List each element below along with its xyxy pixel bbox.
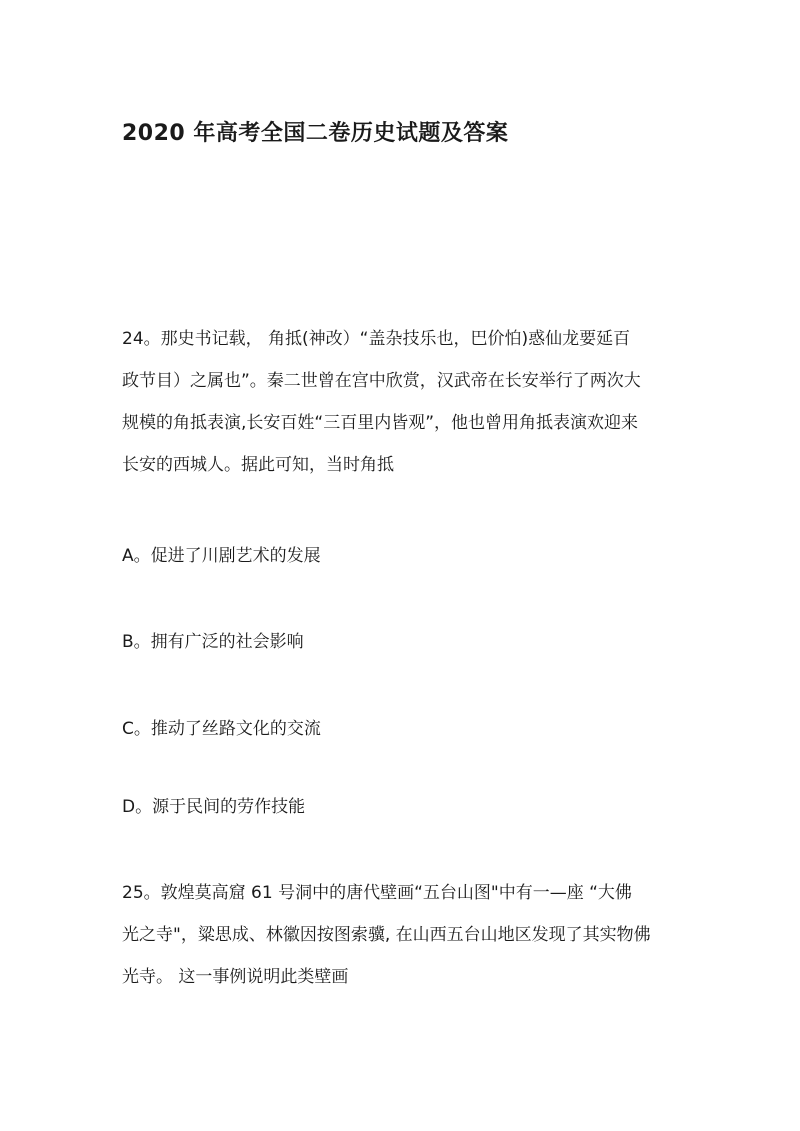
question-24-line: 规模的角抵表演,长安百姓“三百里内皆观”，他也曾用角抵表演欢迎来 (122, 413, 639, 433)
question-25-stem (122, 872, 702, 998)
question-25-line: 25。敦煌莫高窟 61 号洞中的唐代壁画“五台山图"中有一—座 “大佛 (122, 883, 632, 903)
question-25-line: 光寺。 这一事例说明此类壁画 (122, 967, 349, 987)
question-24-line: 24。那史书记载， 角抵(神改）“盖杂技乐也，巴价怕)惑仙龙要延百 (122, 329, 631, 349)
question-25-line: 光之寺"，粱思成、林徽因按图索骥, 在山西五台山地区发现了其实物佛 (122, 925, 651, 945)
question-24-option-c: C。推动了丝路文化的交流 (122, 719, 321, 739)
question-24-line: 长安的西城人。据此可知，当时角抵 (122, 455, 394, 475)
page-title: 2020 年高考全国二卷历史试题及答案 (122, 121, 509, 146)
question-24-line: 政节目）之属也”。秦二世曾在宫中欣赏，汉武帝在长安举行了两次大 (122, 371, 641, 391)
question-24-option-b: B。拥有广泛的社会影响 (122, 632, 304, 652)
question-24-stem (122, 318, 702, 486)
question-24-option-d: D。源于民间的劳作技能 (122, 797, 306, 817)
question-24-option-a: A。促进了川剧艺术的发展 (122, 546, 321, 566)
